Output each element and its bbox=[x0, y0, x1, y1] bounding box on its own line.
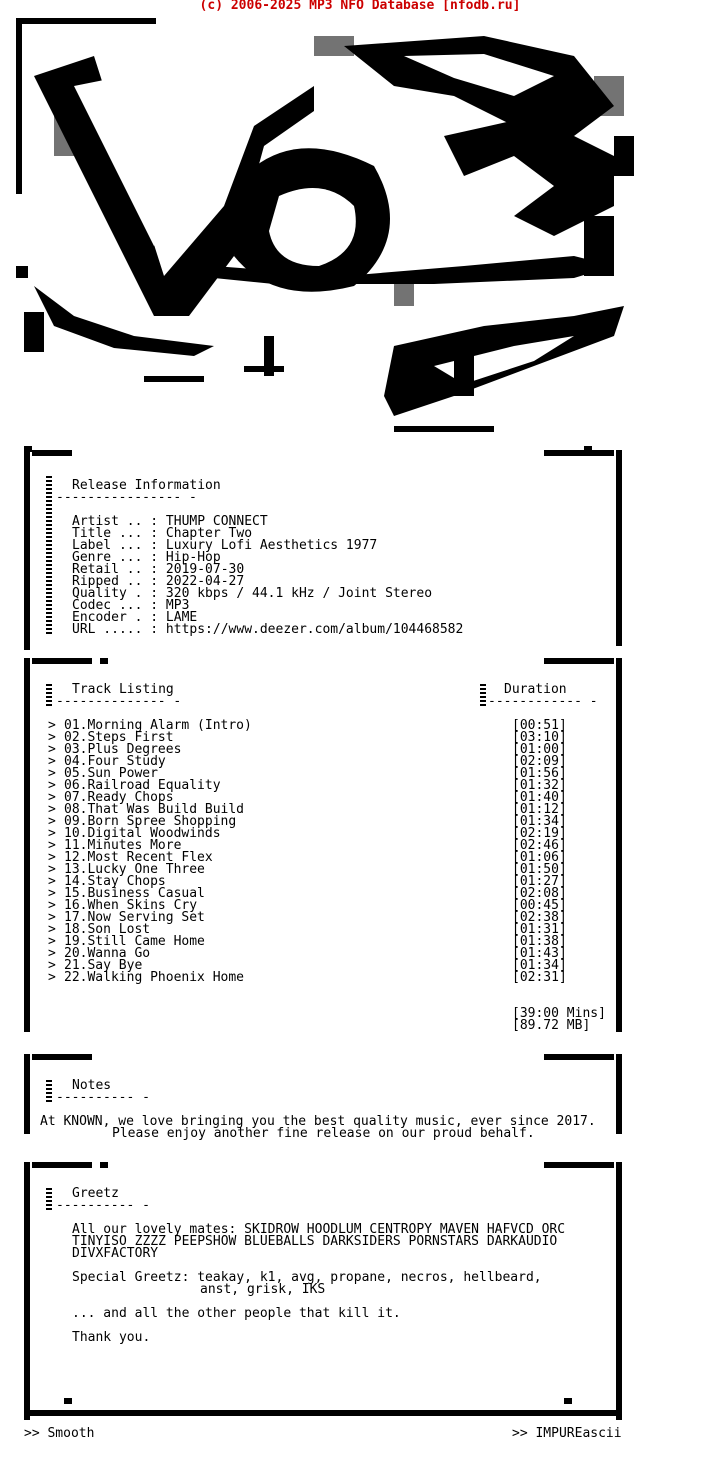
track-duration: [02:09] bbox=[512, 754, 567, 769]
greetz-mates-line-3: DIVXFACTORY bbox=[72, 1246, 159, 1261]
track-bullet: > bbox=[48, 970, 56, 985]
greetz-mates-line-1: All our lovely mates: SKIDROW HOODLUM CENTROPY MAVEN HAFVCD ORC bbox=[72, 1222, 566, 1237]
release-field-label: Ripped .. : bbox=[72, 574, 166, 589]
track-bullet: > bbox=[48, 754, 56, 769]
release-field-label: Title ... : bbox=[72, 526, 166, 541]
track-duration: [02:31] bbox=[512, 970, 567, 985]
release-field-label: Retail .. : bbox=[72, 562, 166, 577]
track-duration: [02:38] bbox=[512, 910, 567, 925]
track-title: 20.Wanna Go bbox=[64, 946, 151, 961]
footer-left: >> Smooth bbox=[24, 1426, 95, 1441]
greetz-mates-line-2: TINYISO ZZZZ PEEPSHOW BLUEBALLS DARKSIDERS PORNSTARS DARKAUDIO bbox=[72, 1234, 558, 1249]
greetz-others: ... and all the other people that kill it. bbox=[72, 1306, 401, 1321]
release-field-label: URL ..... : bbox=[72, 622, 166, 637]
track-bullet: > bbox=[48, 826, 56, 841]
total-size: [89.72 MB] bbox=[512, 1018, 591, 1033]
track-bullet: > bbox=[48, 898, 56, 913]
duration-heading: Duration bbox=[504, 682, 567, 697]
track-title: 19.Still Came Home bbox=[64, 934, 205, 949]
track-bullet: > bbox=[48, 886, 56, 901]
track-title: 09.Born Spree Shopping bbox=[64, 814, 237, 829]
track-duration: [01:50] bbox=[512, 862, 567, 877]
release-field-label: Artist .. : bbox=[72, 514, 166, 529]
track-bullet: > bbox=[48, 838, 56, 853]
notes-heading: Notes bbox=[72, 1078, 112, 1093]
release-field-row bbox=[72, 624, 463, 636]
tracks-heading: Track Listing bbox=[72, 682, 174, 697]
track-duration: [02:08] bbox=[512, 886, 567, 901]
track-title: 03.Plus Degrees bbox=[64, 742, 182, 757]
track-title: 05.Sun Power bbox=[64, 766, 158, 781]
footer-right: >> IMPUREascii bbox=[512, 1426, 622, 1441]
ascii-logo bbox=[14, 16, 640, 444]
track-duration: [01:06] bbox=[512, 850, 567, 865]
track-title: 18.Son Lost bbox=[64, 922, 151, 937]
notes-heading-rule: ---------- - bbox=[56, 1090, 150, 1105]
track-title: 14.Stay Chops bbox=[64, 874, 166, 889]
track-duration: [01:34] bbox=[512, 958, 567, 973]
track-title: 10.Digital Woodwinds bbox=[64, 826, 221, 841]
track-duration: [01:56] bbox=[512, 766, 567, 781]
track-duration: [01:27] bbox=[512, 874, 567, 889]
track-bullet: > bbox=[48, 922, 56, 937]
track-title: 01.Morning Alarm (Intro) bbox=[64, 718, 252, 733]
release-field-label: Label ... : bbox=[72, 538, 166, 553]
track-duration: [01:43] bbox=[512, 946, 567, 961]
track-duration: [01:40] bbox=[512, 790, 567, 805]
track-bullet: > bbox=[48, 946, 56, 961]
release-field-value: Hip-Hop bbox=[165, 550, 221, 565]
release-field-label: Codec ... : bbox=[72, 598, 166, 613]
track-duration: [03:10] bbox=[512, 730, 567, 745]
track-bullet: > bbox=[48, 718, 56, 733]
greetz-heading-rule: ---------- - bbox=[56, 1198, 150, 1213]
track-bullet: > bbox=[48, 778, 56, 793]
track-duration: [00:45] bbox=[512, 898, 567, 913]
track-title: 11.Minutes More bbox=[64, 838, 182, 853]
release-field-value: 320 kbps / 44.1 kHz / Joint Stereo bbox=[165, 586, 433, 601]
track-title: 06.Railroad Equality bbox=[64, 778, 221, 793]
track-duration: [01:31] bbox=[512, 922, 567, 937]
greetz-special-line-2: anst, grisk, IKS bbox=[200, 1282, 326, 1297]
release-heading-rule: ---------------- - bbox=[56, 490, 197, 505]
release-field-value: Chapter Two bbox=[165, 526, 253, 541]
track-bullet: > bbox=[48, 874, 56, 889]
release-field-value: THUMP CONNECT bbox=[165, 514, 268, 529]
track-title: 21.Say Bye bbox=[64, 958, 143, 973]
track-title: 22.Walking Phoenix Home bbox=[64, 970, 245, 985]
track-duration: [00:51] bbox=[512, 718, 567, 733]
track-title: 16.When Skins Cry bbox=[64, 898, 198, 913]
release-field-value: MP3 bbox=[165, 598, 190, 613]
track-title: 08.That Was Build Build bbox=[64, 802, 245, 817]
track-title: 04.Four Study bbox=[64, 754, 166, 769]
track-duration: [01:38] bbox=[512, 934, 567, 949]
release-field-value: 2022-04-27 bbox=[165, 574, 245, 589]
release-field-label: Genre ... : bbox=[72, 550, 166, 565]
greetz-thanks: Thank you. bbox=[72, 1330, 151, 1345]
track-bullet: > bbox=[48, 910, 56, 925]
track-duration: [01:34] bbox=[512, 814, 567, 829]
greetz-heading: Greetz bbox=[72, 1186, 119, 1201]
duration-heading-rule: ------------ - bbox=[488, 694, 598, 709]
track-bullet: > bbox=[48, 802, 56, 817]
track-bullet: > bbox=[48, 730, 56, 745]
track-duration: [01:00] bbox=[512, 742, 567, 757]
track-bullet: > bbox=[48, 742, 56, 757]
track-bullet: > bbox=[48, 790, 56, 805]
track-title: 02.Steps First bbox=[64, 730, 174, 745]
release-field-value: 2019-07-30 bbox=[165, 562, 245, 577]
tracks-heading-rule: -------------- - bbox=[56, 694, 182, 709]
release-field-value: LAME bbox=[165, 610, 198, 625]
greetz-special-line-1: Special Greetz: teakay, k1, avg, propane, necros, hellbeard, bbox=[72, 1270, 542, 1285]
release-field-label: Encoder . : bbox=[72, 610, 166, 625]
copyright-header: (c) 2006-2025 MP3 NFO Database [nfodb.ru] bbox=[199, 0, 521, 13]
track-duration: [02:46] bbox=[512, 838, 567, 853]
logo-signature: sM bbox=[576, 82, 592, 97]
track-bullet: > bbox=[48, 862, 56, 877]
total-time: [39:00 Mins] bbox=[512, 1006, 606, 1021]
track-title: 12.Most Recent Flex bbox=[64, 850, 213, 865]
notes-line-1: At KNOWN, we love bringing you the best quality music, ever since 2017. bbox=[40, 1114, 596, 1129]
track-title: 15.Business Casual bbox=[64, 886, 205, 901]
track-bullet: > bbox=[48, 850, 56, 865]
release-heading: Release Information bbox=[72, 478, 221, 493]
release-field-label: Quality . : bbox=[72, 586, 166, 601]
release-fields bbox=[72, 514, 464, 637]
notes-line-2: Please enjoy another fine release on our proud behalf. bbox=[112, 1126, 535, 1141]
track-bullet: > bbox=[48, 766, 56, 781]
track-bullet: > bbox=[48, 814, 56, 829]
track-title: 17.Now Serving Set bbox=[64, 910, 205, 925]
track-bullet: > bbox=[48, 934, 56, 949]
track-title: 07.Ready Chops bbox=[64, 790, 174, 805]
release-field-value: Luxury Lofi Aesthetics 1977 bbox=[165, 538, 378, 553]
track-bullet: > bbox=[48, 958, 56, 973]
track-duration: [02:19] bbox=[512, 826, 567, 841]
track-duration: [01:32] bbox=[512, 778, 567, 793]
release-field-value: https://www.deezer.com/album/104468582 bbox=[165, 622, 464, 637]
track-title: 13.Lucky One Three bbox=[64, 862, 205, 877]
track-duration: [01:12] bbox=[512, 802, 567, 817]
